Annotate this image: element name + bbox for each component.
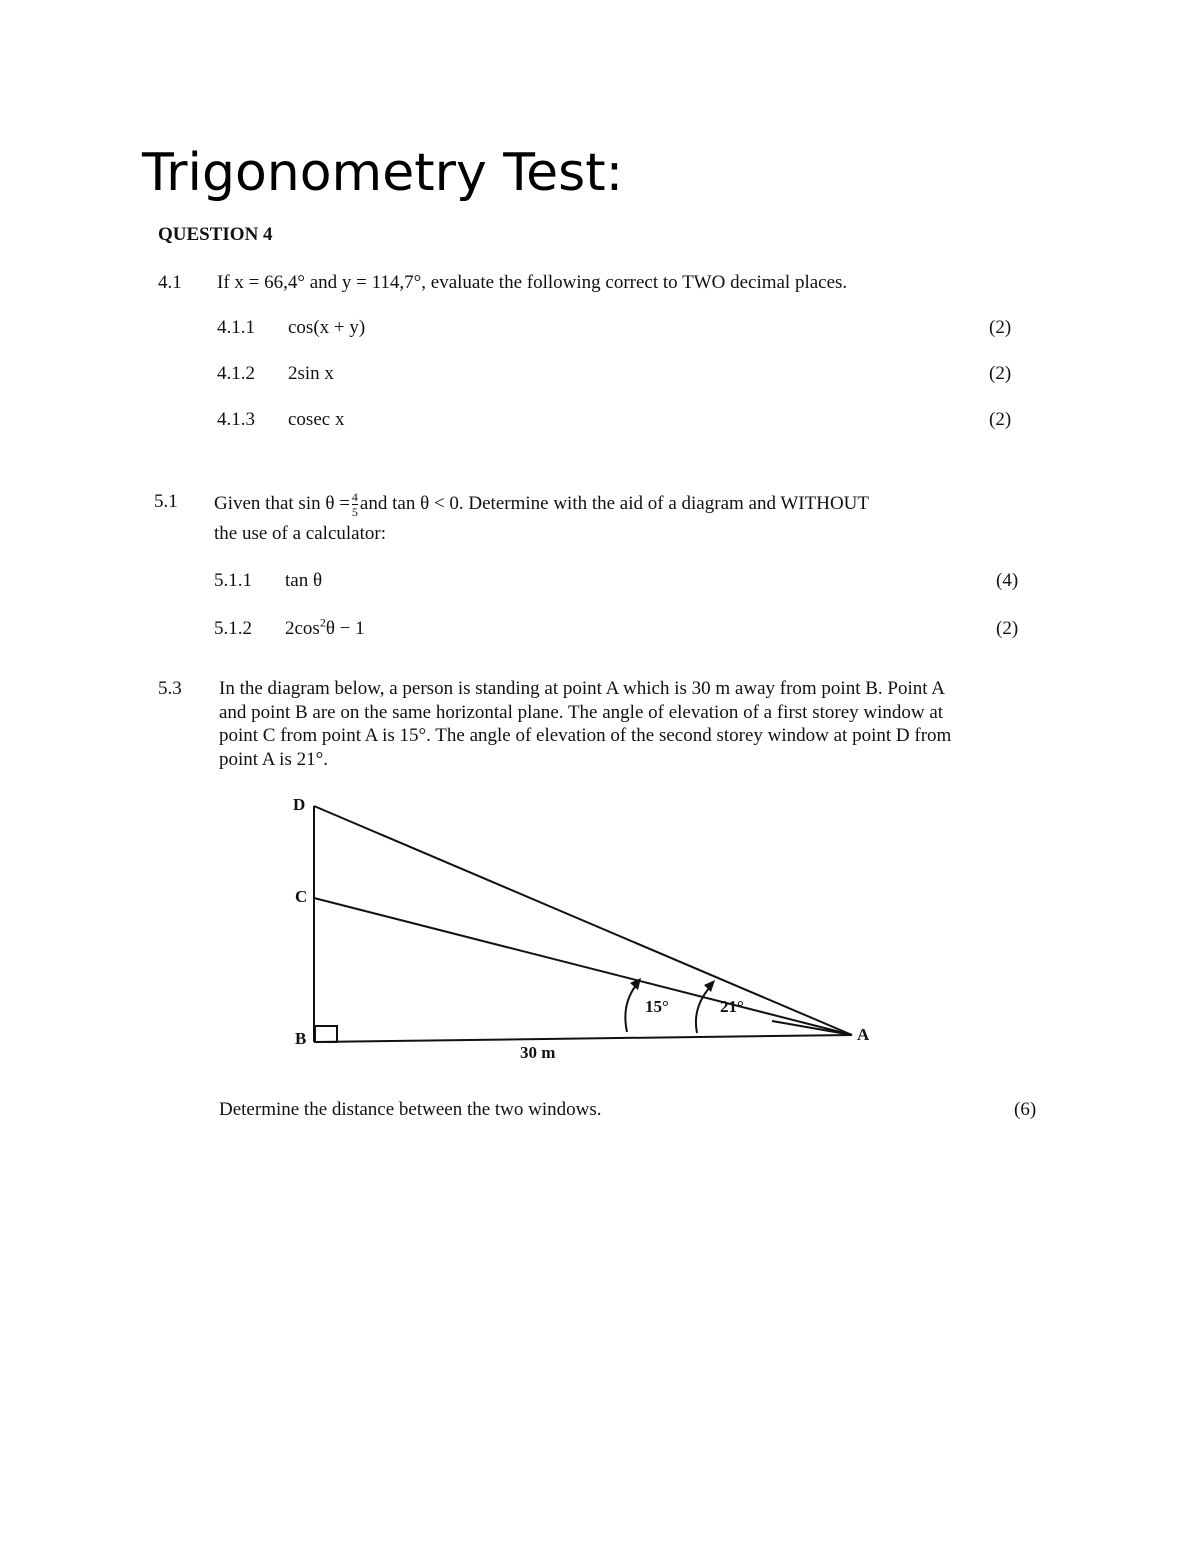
label-angle-21: 21° bbox=[720, 997, 744, 1016]
q4-1-3-expression: cosec x bbox=[288, 409, 345, 430]
q4-1-2-marks: (2) bbox=[989, 363, 1012, 384]
q5-3-marks: (6) bbox=[1014, 1099, 1037, 1120]
q5-1-2-number: 5.1.2 bbox=[214, 618, 252, 639]
q5-1-1-marks: (4) bbox=[996, 570, 1019, 591]
right-angle-marker bbox=[315, 1026, 337, 1042]
q4-1-number: 4.1 bbox=[158, 272, 182, 293]
q5-1-1-number: 5.1.1 bbox=[214, 570, 252, 591]
q4-1-3-number: 4.1.3 bbox=[217, 409, 255, 430]
q5-1-text-line2: the use of a calculator: bbox=[214, 523, 386, 544]
q5-3-number: 5.3 bbox=[158, 678, 182, 699]
extra-line-a bbox=[772, 1021, 852, 1035]
triangle-diagram bbox=[280, 790, 900, 1070]
q5-1-number: 5.1 bbox=[154, 491, 178, 512]
q5-3-text: In the diagram below, a person is standing at point A which is 30 m away from point B. Point A and point B are on the same horizontal plane. The angle of elevation of a first storey window at point C from point A is 15°. The angle of elevation of the second storey window at point D from point A is 21°. bbox=[219, 678, 952, 770]
label-b: B bbox=[295, 1029, 307, 1048]
line-ca bbox=[314, 898, 852, 1035]
page-title: Trigonometry Test: bbox=[142, 143, 624, 203]
q4-1-1-marks: (2) bbox=[989, 317, 1012, 338]
label-a: A bbox=[857, 1025, 870, 1044]
q5-1-text-after: and tan θ < 0. Determine with the aid of a diagram and WITHOUT bbox=[359, 493, 870, 514]
q5-1-2-expression bbox=[285, 617, 365, 641]
q5-1-2-expr-rest: θ − 1 bbox=[325, 618, 365, 639]
base-line-ba bbox=[314, 1035, 852, 1042]
fraction-denominator: 5 bbox=[351, 505, 358, 520]
angle-arc-15 bbox=[625, 984, 637, 1032]
label-angle-15: 15° bbox=[645, 997, 669, 1016]
q4-1-3-marks: (2) bbox=[989, 409, 1012, 430]
question-heading: QUESTION 4 bbox=[158, 224, 273, 245]
fraction-numerator: 4 bbox=[351, 490, 358, 505]
label-d: D bbox=[293, 795, 306, 814]
q5-1-2-expr-sup: 2 bbox=[319, 615, 326, 630]
q4-1-2-number: 4.1.2 bbox=[217, 363, 255, 384]
q4-1-2-expression: 2sin x bbox=[288, 363, 334, 384]
label-base-30m: 30 m bbox=[520, 1043, 556, 1062]
q5-1-2-marks: (2) bbox=[996, 618, 1019, 639]
q4-1-text: If x = 66,4° and y = 114,7°, evaluate the following correct to TWO decimal places. bbox=[217, 272, 848, 293]
label-c: C bbox=[295, 887, 308, 906]
q5-1-1-expression: tan θ bbox=[285, 570, 323, 591]
q5-1-text bbox=[214, 487, 869, 521]
q5-3-task: Determine the distance between the two windows. bbox=[219, 1099, 602, 1120]
q4-1-1-expression: cos(x + y) bbox=[288, 317, 366, 338]
q4-1-1-number: 4.1.1 bbox=[217, 317, 255, 338]
q5-1-2-expr-base: 2cos bbox=[285, 618, 320, 639]
angle-arrow-21 bbox=[704, 980, 715, 992]
line-da bbox=[314, 806, 852, 1035]
angle-arc-21 bbox=[696, 987, 710, 1033]
q5-1-text-before: Given that sin θ = bbox=[214, 493, 350, 514]
fraction bbox=[352, 491, 358, 518]
